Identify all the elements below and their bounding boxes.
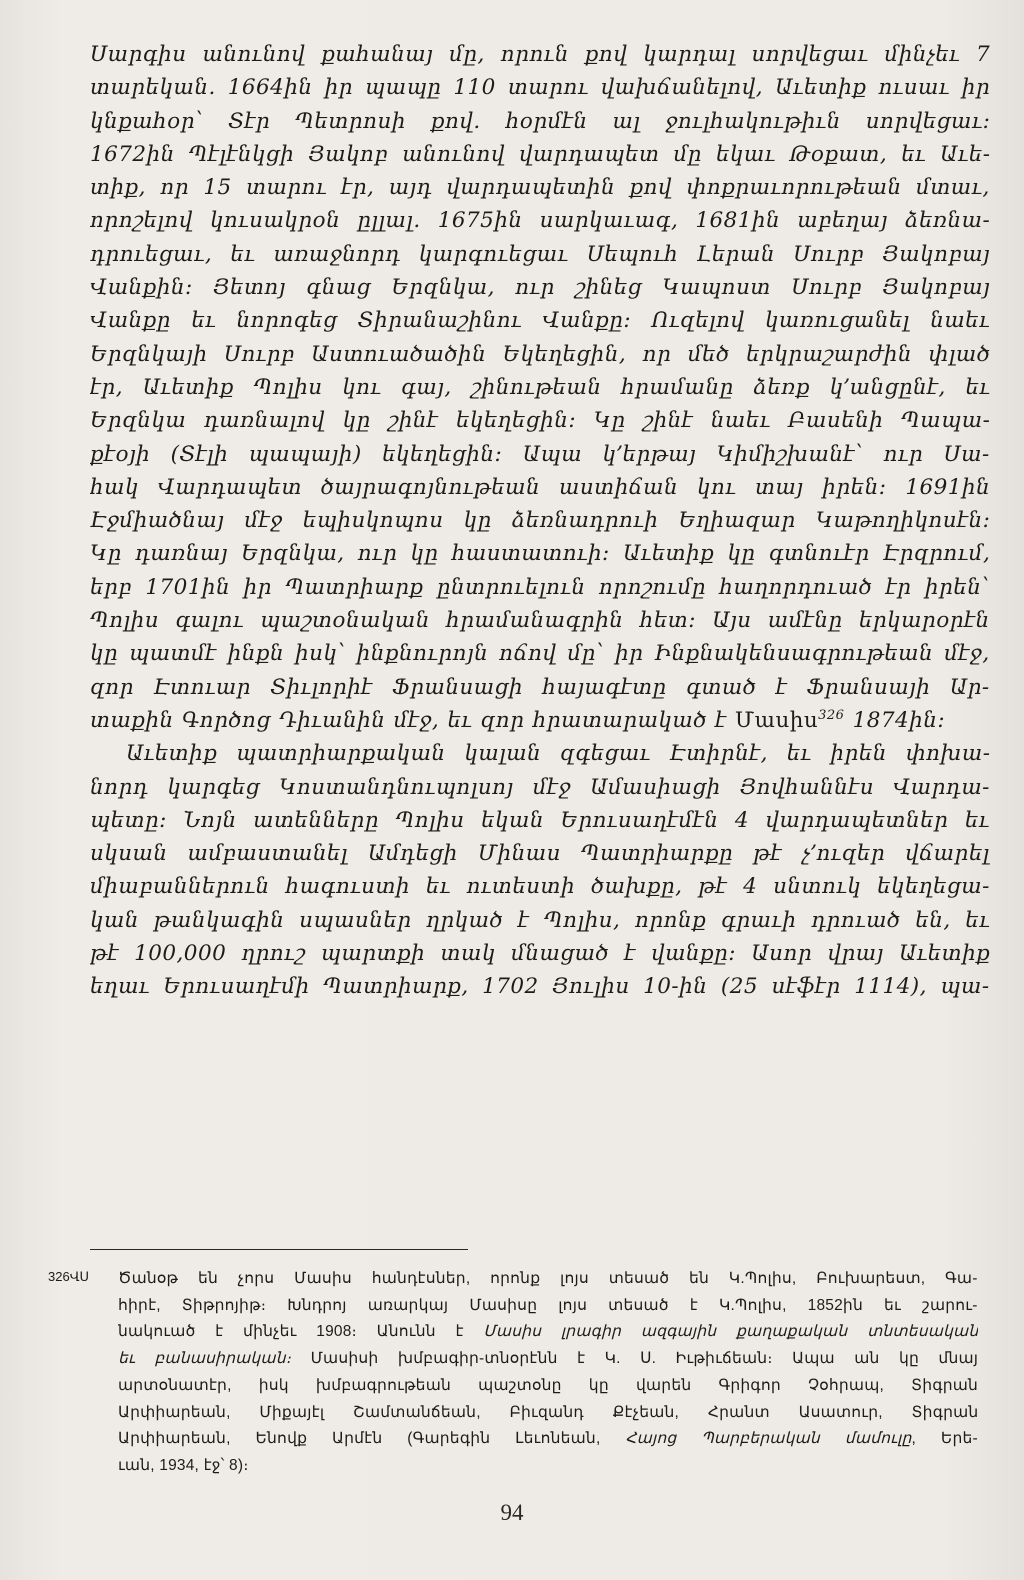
journal-name: Մասիս: [734, 707, 819, 733]
text-line: էր, Աւետիք Պոլիս կու գայ, շինութեան հրամանը ձեռք կ՚անցընէ, եւ: [90, 374, 990, 400]
footnote-fragment: նակուած է մինչեւ 1908։ Անունն է: [118, 1323, 484, 1341]
paragraph-2: [90, 737, 990, 1003]
book-title: Հայոց Պարբերական մամուլը: [625, 1430, 912, 1448]
text-line: Սարգիս անունով քահանայ մը, որուն քով կարդալ սորվեցաւ մինչեւ 7: [90, 42, 990, 67]
text-fragment: 1874ին։: [844, 707, 946, 733]
text-line: Վանքը եւ նորոգեց Տիրանաշինու Վանքը։ Ուզելով կառուցանել նաեւ: [90, 308, 990, 334]
main-text: [90, 38, 990, 1004]
footnote-line: Ծանօթ են չորս Մասիս հանդէսներ, որոնք լոյս տեսած են Կ.Պոլիս, Բուխարեստ, Գա-: [118, 1270, 978, 1287]
journal-title: Մասիս լրագիր ազգային քաղաքական տնտեսական: [483, 1323, 978, 1341]
text-line: դրուեցաւ, եւ առաջնորդ կարգուեցաւ Սեպուհ Լերան Սուրբ Յակոբայ: [90, 241, 990, 267]
text-line-last: [90, 704, 990, 737]
footnote-line: [118, 1426, 978, 1453]
text-line: Աւետիք պատրիարքական կալան զգեցաւ Էտիրնէ, եւ իրեն փոխա-: [126, 741, 990, 767]
footnote-fragment: Մասիսի խմբագիր-տնօրէնն է Կ. Ս. Իւթիւճեան։ Ապա ան կը մնայ: [291, 1350, 978, 1368]
text-line: Կը դառնայ Երզնկա, ուր կը հաստատուի։ Աւետիք կը գտնուէր Էրզրում,: [90, 541, 990, 567]
text-line: հակ Վարդապետ ծայրագոյնութեան աստիճան կու տայ իրեն։ 1691ին: [90, 474, 990, 500]
text-line: տիք, որ 15 տարու էր, այդ վարդապետին քով փոքրաւորութեան մտաւ,: [90, 175, 990, 201]
footnote-line: [118, 1346, 978, 1373]
text-line: եղաւ Երուսաղէմի Պատրիարք, 1702 Յուլիս 10-ին (25 սէֆէր 1114), պա-: [90, 974, 990, 1000]
text-line: կան թանկագին սպասներ ղրկած է Պոլիս, որոնք գրաւի դրուած են, եւ: [90, 907, 990, 933]
footnote-divider: [90, 1249, 468, 1250]
text-line: երբ 1701ին իր Պատրիարք ընտրուելուն որոշումը հաղորդուած էր իրեն՝: [90, 574, 990, 600]
text-fragment: տաքին Գործոց Դիւանին մէջ, եւ զոր հրատարակած է: [90, 707, 735, 733]
text-line: թէ 100,000 ղրուշ պարտքի տակ մնացած է վանքը։ Ասոր վրայ Աւետիք: [90, 941, 990, 967]
footnote-line: ւան, 1934, էջ՝ 8)։: [118, 1456, 249, 1474]
text-line: տարեկան. 1664ին իր պապը 110 տարու վախճանելով, Աւետիք ուսաւ իր: [90, 75, 990, 101]
text-line: միաբաններուն հագուստի եւ ուտեստի ծախքը, թէ 4 սնտուկ եկեղեցա-: [90, 874, 990, 900]
footnote-reference[interactable]: 326: [818, 707, 845, 723]
text-line: Վանքին։ Յետոյ գնաց Երզնկա, ուր շինեց Կապոստ Սուրբ Յակոբայ: [90, 275, 990, 301]
text-line: կը պատմէ ինքն իսկ՝ ինքնուրոյն ոճով մը՝ իր Ինքնակենսագրութեան մէջ,: [90, 641, 990, 667]
text-line: պետը։ Նոյն ատենները Պոլիս եկան Երուսաղէմէն 4 վարդապետներ եւ: [90, 807, 990, 833]
journal-title: եւ բանասիրական։: [118, 1350, 292, 1368]
text-line: Էջմիածնայ մէջ եպիսկոպոս կը ձեռնադրուի Եղիազար Կաթողիկոսէն։: [90, 508, 990, 534]
footnote-marker: 326ՎՍ: [48, 1269, 89, 1284]
text-line: կնքահօր՝ Տէր Պետրոսի քով. հօրմէն ալ ջուլհակութիւն սորվեցաւ։: [90, 108, 990, 134]
text-line: զոր Էտուար Տիւլորիէ Ֆրանսացի հայագէտը գտած է Ֆրանսայի Ար-: [90, 674, 990, 700]
footnote-fragment: Արփիարեան, Ենովք Արմէն (Գարեգին Լեւոնեան,: [118, 1430, 626, 1448]
text-line: որոշելով կուսակրօն ըլլալ. 1675ին սարկաւագ, 1681ին աբեղայ ձեռնա-: [90, 208, 990, 234]
text-line: նորդ կարգեց Կոստանդնուպոլսոյ մէջ Ամասիացի Յովհաննէս Վարդա-: [90, 774, 990, 800]
text-line: Երզնկա դառնալով կը շինէ եկեղեցին։ Կը շինէ նաեւ Բասենի Պապա-: [90, 408, 990, 434]
paragraph-1: [90, 38, 990, 737]
text-line: Պոլիս գալու պաշտօնական հրամանագրին հետ։ Այս ամէնը երկարօրէն: [90, 608, 990, 634]
footnote-line: [118, 1319, 978, 1346]
text-line: Երզնկայի Սուրբ Աստուածածին Եկեղեցին, որ մեծ երկրաշարժին փլած: [90, 341, 990, 367]
text-line: 1672ին Պէլէնկցի Յակոբ անունով վարդապետ մը եկաւ Թօքատ, եւ Աւե-: [90, 141, 990, 167]
footnote-line: Արփիարեան, Միքայէլ Շամտանճեան, Բիւզանդ Քէչեան, Հրանտ Ասատուր, Տիգրան: [118, 1403, 978, 1421]
footnote-line: հիրէ, Տիթրոյիթ։ Խնդրոյ առարկայ Մասիսը լոյս տեսած է Կ.Պոլիս, 1852ին եւ շարու-: [118, 1296, 978, 1314]
footnote-fragment: , Երե-: [911, 1430, 978, 1448]
text-line: սկսան ամբաստանել Ամդեցի Մինաս Պատրիարքը թէ չ՚ուզեր վճարել: [90, 841, 990, 867]
footnote-line: արտօնատէր, իսկ խմբագրութեան պաշտօնը կը վարեն Գրիգոր Չօհրապ, Տիգրան: [118, 1376, 978, 1394]
text-line: քէօյի (Տէլի պապայի) եկեղեցին։ Ապա կ՚երթայ Կիմիշխանէ՝ ուր Սա-: [90, 441, 990, 467]
footnote-text: [118, 1266, 978, 1480]
page-number: 94: [500, 1500, 524, 1525]
